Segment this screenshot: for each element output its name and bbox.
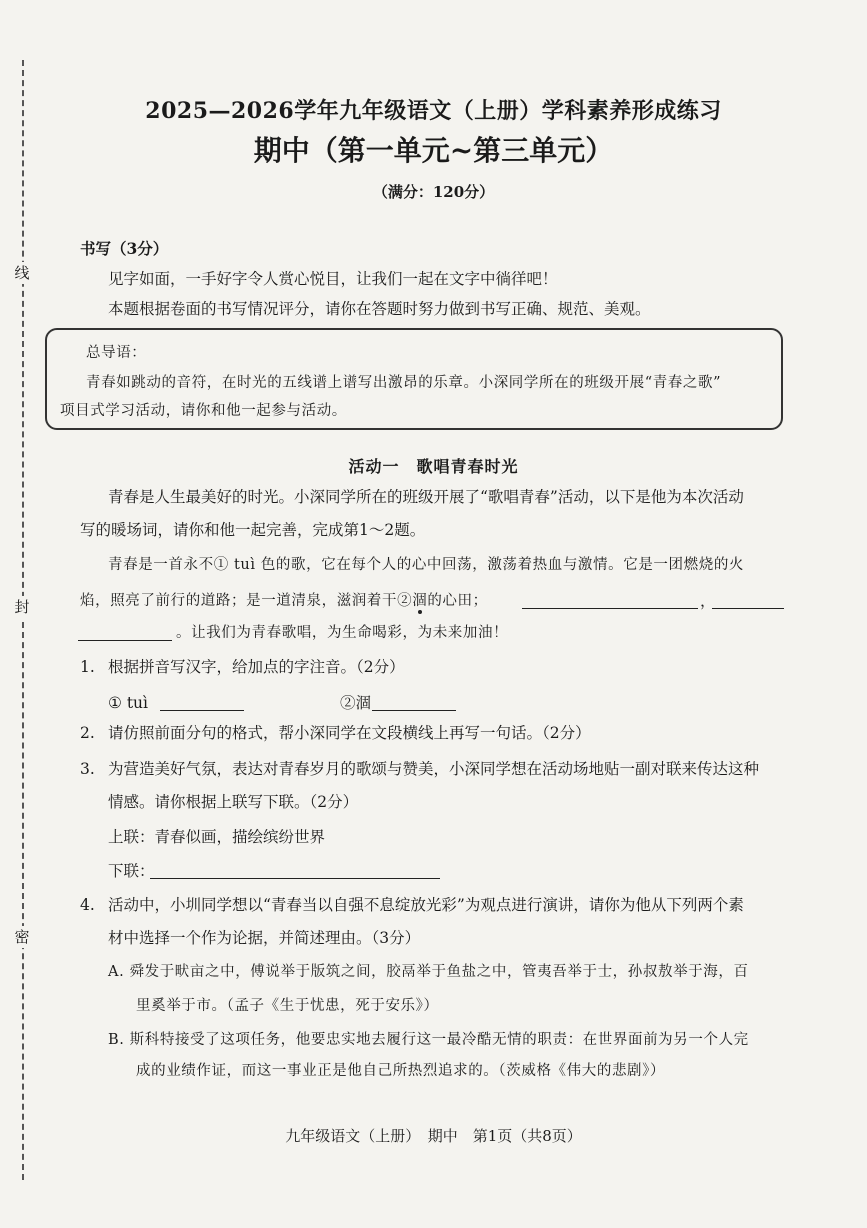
q1-label-b (340, 692, 371, 714)
passage-comma: ， (700, 592, 716, 610)
binding-dashed-line (22, 60, 24, 1180)
passage-blank-2[interactable] (712, 592, 784, 609)
q2-text: 请仿照前面分句的格式，帮小深同学在文段横线上再写一句话。（2分） (108, 724, 591, 742)
guide-label: 总导语： (86, 345, 147, 361)
page-footer: 九年级语文（上册） 期中 第1页（共8页） (285, 1127, 582, 1145)
exam-subtitle: 期中（第一单元~第三单元） (253, 134, 614, 167)
passage-line-2 (80, 590, 488, 612)
q4-option-b-2: 成的业绩作证，而这一事业正是他自己所热烈追求的。（茨威格《伟大的悲剧》） (136, 1063, 666, 1079)
q1-number: 1. (80, 658, 95, 676)
q4-option-a-2: 里奚举于市。（孟子《生于忧患，死于安乐》） (136, 998, 439, 1014)
q4-line-1: 活动中，小圳同学想以“青春当以自强不息绽放光彩”为观点进行演讲，请你为他从下列两个素 (108, 896, 744, 914)
guide-line-1: 青春如跳动的音符，在时光的五线谱上谱写出激昂的乐章。小深同学所在的班级开展“青春之歌” (86, 375, 722, 391)
activity-1-intro-1: 青春是人生最美好的时光。小深同学所在的班级开展了“歌唱青春”活动，以下是他为本次活动 (108, 488, 744, 506)
exam-title: 2025—2026学年九年级语文（上册）学科素养形成练习 (145, 98, 722, 124)
passage-line-3: 。让我们为青春歌唱，为生命喝彩，为未来加油！ (176, 625, 509, 641)
passage-line-1: 青春是一首永不① tuì 色的歌，它在每个人的心中回荡，激荡着热血与激情。它是一团燃烧的火 (108, 557, 745, 573)
writing-heading: 书写（3分） (80, 239, 169, 258)
passage-blank-3[interactable] (78, 624, 172, 641)
q1-label-a: ① tuì (108, 694, 148, 712)
q3-lower-answer[interactable] (150, 862, 440, 879)
q4-number: 4. (80, 896, 95, 914)
passage-dotted-char: 涸 (412, 593, 428, 609)
q1-answer-b[interactable] (372, 694, 456, 711)
q3-number: 3. (80, 760, 95, 778)
q3-upper-couplet: 上联：青春似画，描绘缤纷世界 (108, 828, 326, 846)
passage-line-2-a: 焰，照亮了前行的道路；是一道清泉，滋润着干② (80, 593, 413, 609)
writing-line-2: 本题根据卷面的书写情况评分，请你在答题时努力做到书写正确、规范、美观。 (108, 300, 651, 318)
q1-text: 根据拼音写汉字，给加点的字注音。（2分） (108, 658, 405, 676)
binding-char-mi: 密 (10, 926, 34, 948)
full-score-note: （满分：120分） (372, 183, 495, 201)
q2-number: 2. (80, 724, 95, 742)
passage-blank-1[interactable] (522, 592, 698, 609)
binding-char-xian: 线 (10, 262, 34, 284)
q3-line-1: 为营造美好气氛，表达对青春岁月的歌颂与赞美，小深同学想在活动场地贴一副对联来传达这种 (108, 760, 760, 778)
q3-lower-label: 下联： (108, 862, 155, 880)
q4-option-a-1: A. 舜发于畎亩之中，傅说举于版筑之间，胶鬲举于鱼盐之中，管夷吾举于士，孙叔敖举于海，百 (108, 964, 749, 980)
q4-option-b-1: B. 斯科特接受了这项任务，他要忠实地去履行这一最冷酷无情的职责：在世界面前为另一个人完 (108, 1032, 749, 1048)
q3-line-2: 情感。请你根据上联写下联。（2分） (108, 793, 359, 811)
q1-label-b-text: ②涸 (340, 694, 372, 712)
guide-line-2: 项目式学习活动，请你和他一起参与活动。 (60, 403, 347, 419)
q4-line-2: 材中选择一个作为论据，并简述理由。（3分） (108, 929, 421, 947)
passage-line-2-b: 的心田； (427, 593, 488, 609)
activity-1-intro-2: 写的暖场词，请你和他一起完善，完成第1～2题。 (80, 521, 426, 539)
activity-1-title: 活动一 歌唱青春时光 (348, 457, 519, 476)
writing-line-1: 见字如面，一手好字令人赏心悦目，让我们一起在文字中徜徉吧！ (108, 270, 558, 288)
binding-char-feng: 封 (10, 596, 34, 618)
q1-answer-a[interactable] (160, 694, 244, 711)
